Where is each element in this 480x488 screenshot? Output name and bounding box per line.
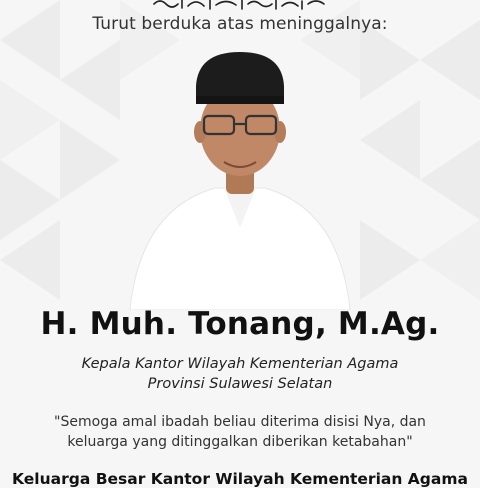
position-title: Kepala Kantor Wilayah Kementerian Agama (81, 356, 399, 372)
portrait-photo (120, 40, 360, 310)
prayer-quote-line-2: keluarga yang ditinggalkan diberikan ketabahan" (67, 434, 413, 450)
sender-footer: Keluarga Besar Kantor Wilayah Kementerian Agama (12, 470, 468, 488)
prayer-quote-line-1: "Semoga amal ibadah beliau diterima disisi Nya, dan (54, 414, 426, 430)
arabic-calligraphy (150, 0, 330, 12)
deceased-name: H. Muh. Tonang, M.Ag. (40, 306, 440, 342)
position-province: Provinsi Sulawesi Selatan (147, 376, 333, 392)
condolence-headline: Turut berduka atas meninggalnya: (92, 14, 388, 34)
